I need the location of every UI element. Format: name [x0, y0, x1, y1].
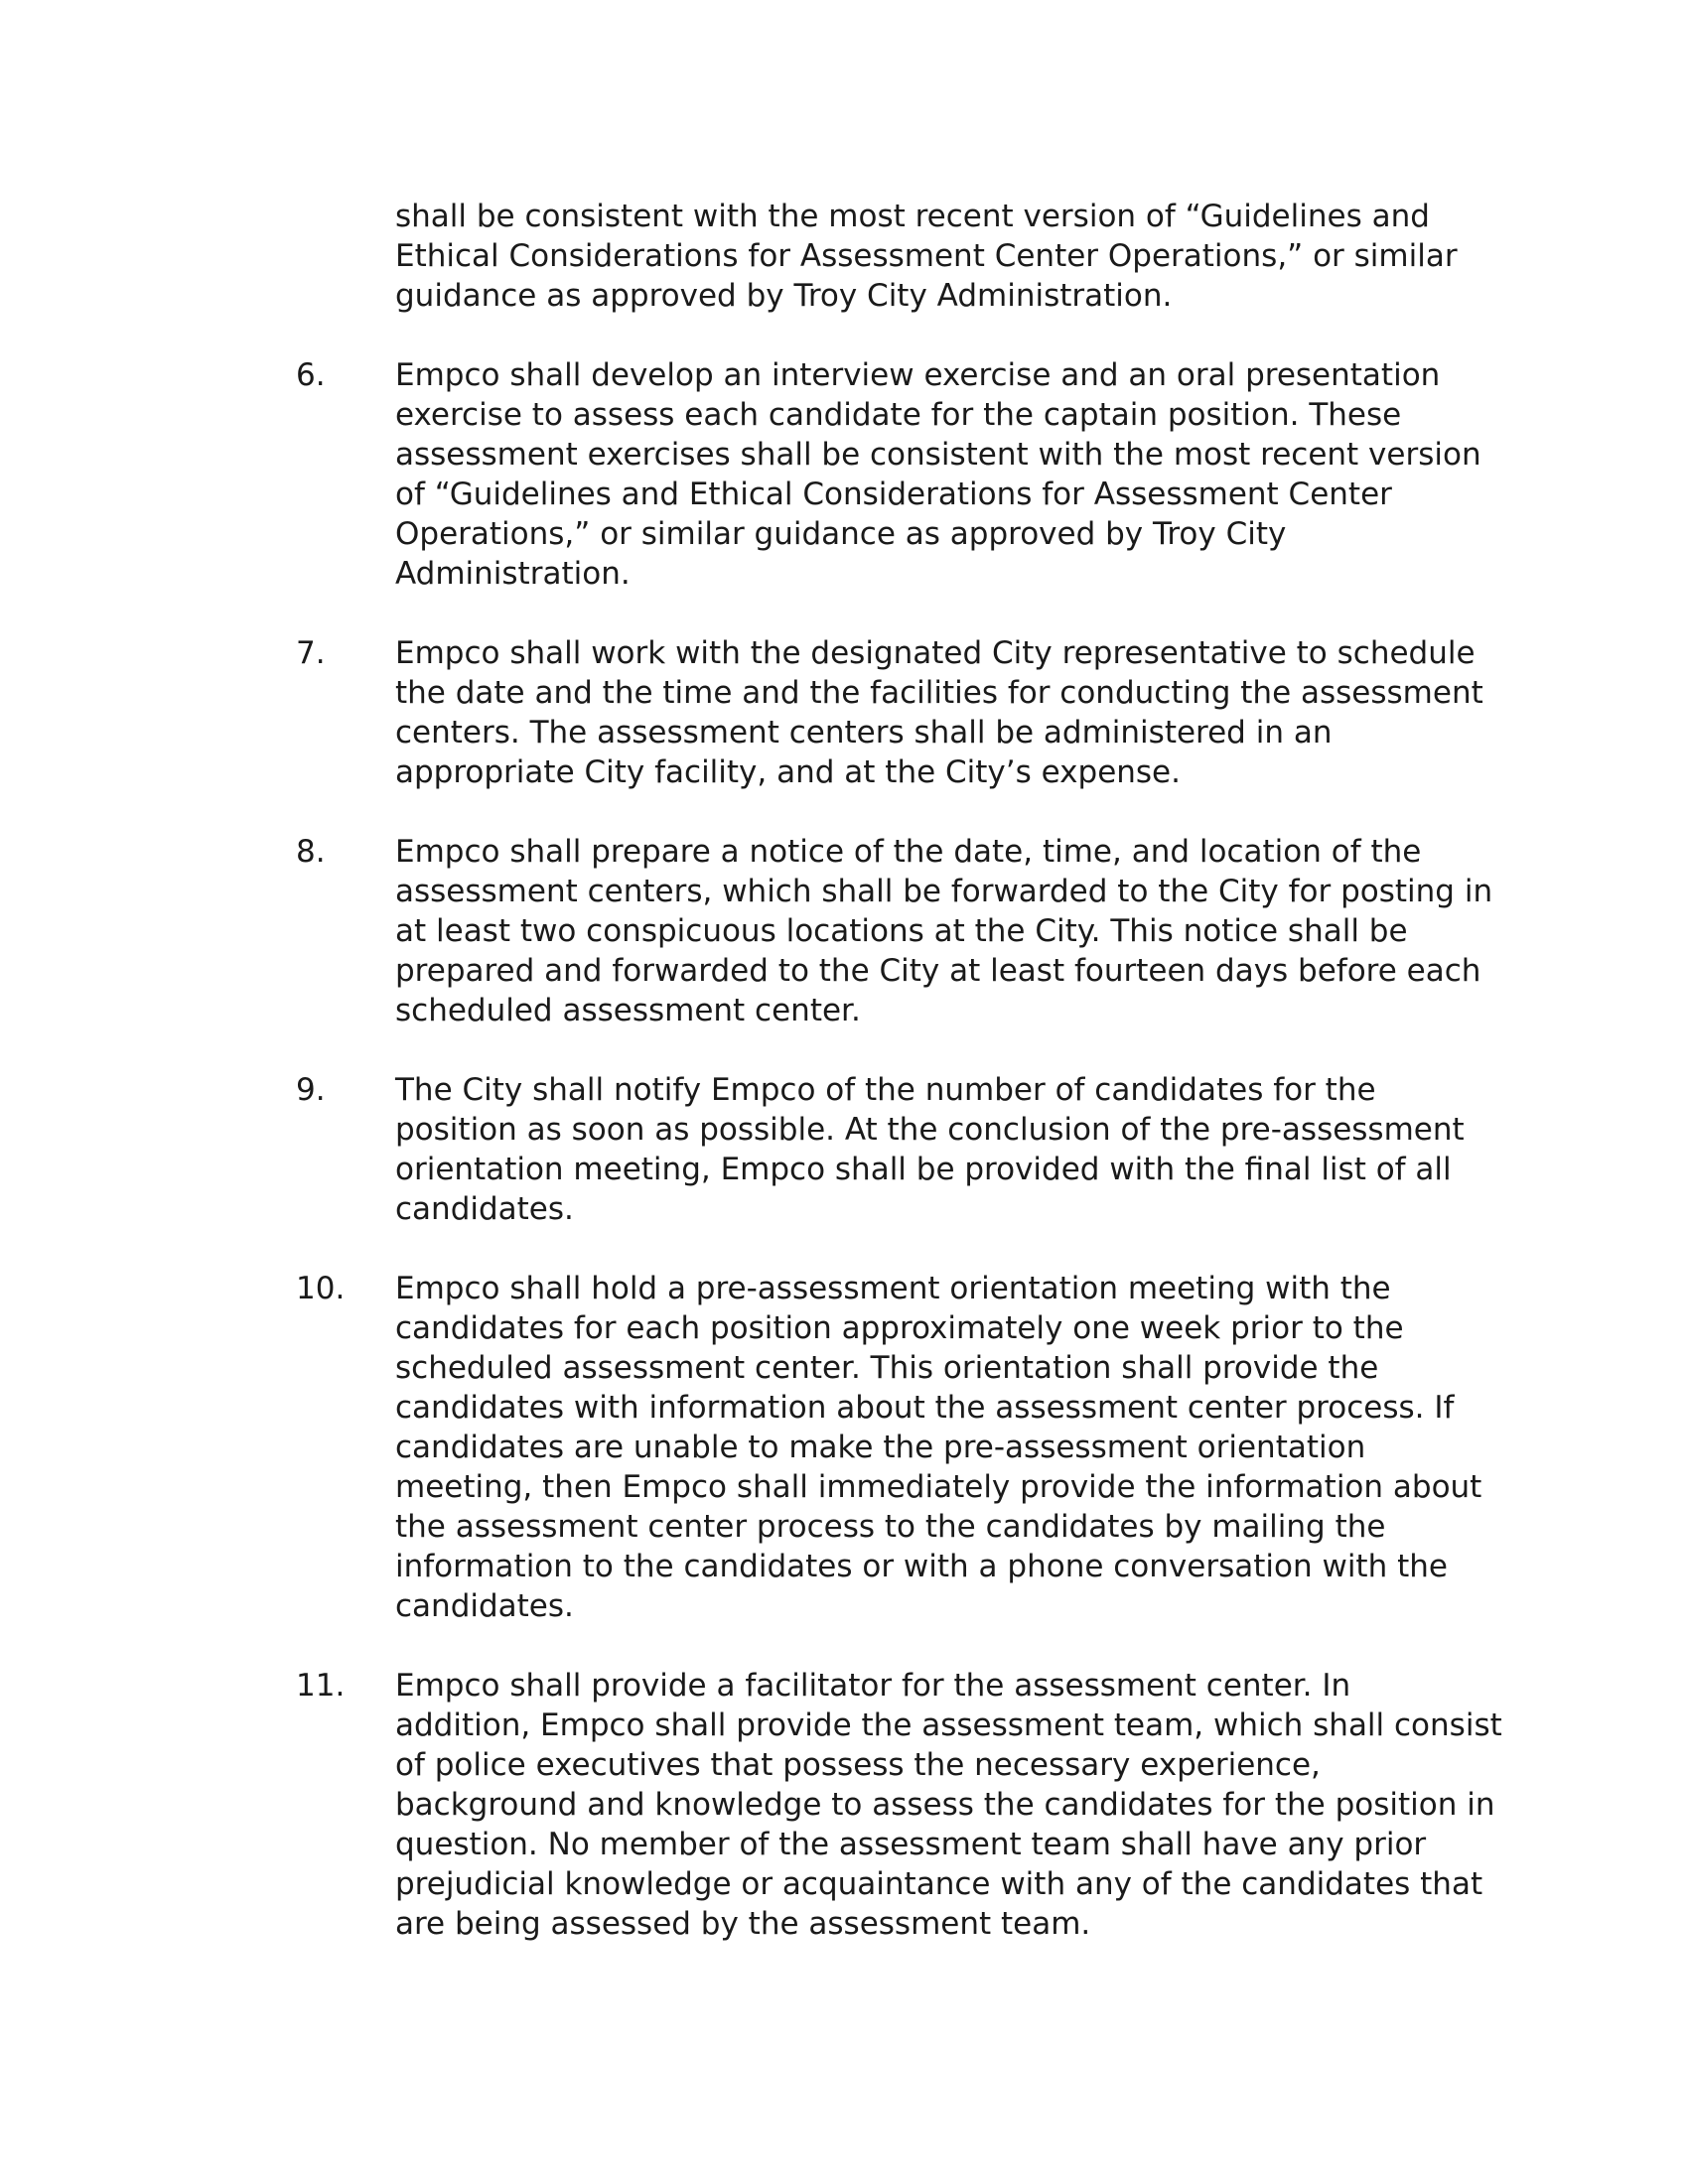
paragraph-line: candidates. [395, 1588, 574, 1624]
clause-text [395, 1269, 1482, 1626]
paragraph-line: appropriate City facility, and at the City’s expense. [395, 754, 1181, 790]
clause-9 [296, 1070, 1465, 1229]
paragraph-line: The City shall notify Empco of the number of candidates for the [395, 1072, 1376, 1108]
paragraph-line: question. No member of the assessment team shall have any prior [395, 1827, 1427, 1862]
paragraph-line: background and knowledge to assess the candidates for the position in [395, 1787, 1495, 1823]
paragraph-line: candidates for each position approximately one week prior to the [395, 1310, 1404, 1346]
paragraph-line: the assessment center process to the candidates by mailing the [395, 1509, 1386, 1545]
paragraph-line: of police executives that possess the necessary experience, [395, 1747, 1321, 1783]
paragraph-line: Ethical Considerations for Assessment Center Operations,” or similar [395, 238, 1458, 274]
clause-number: 6. [296, 357, 326, 393]
paragraph-line: centers. The assessment centers shall be administered in an [395, 715, 1333, 751]
paragraph-line: at least two conspicuous locations at the City. This notice shall be [395, 913, 1408, 949]
paragraph-line: assessment exercises shall be consistent with the most recent version [395, 437, 1481, 473]
paragraph-line: assessment centers, which shall be forwarded to the City for posting in [395, 874, 1493, 909]
clause-number: 10. [296, 1271, 346, 1306]
paragraph-line: Administration. [395, 556, 631, 592]
paragraph-line: guidance as approved by Troy City Administration. [395, 278, 1173, 314]
clause-text [395, 355, 1481, 594]
paragraph-line: prejudicial knowledge or acquaintance with any of the candidates that [395, 1866, 1483, 1902]
clause-8 [296, 832, 1493, 1030]
clause-number: 11. [296, 1668, 346, 1704]
paragraph-line: position as soon as possible. At the conclusion of the pre-assessment [395, 1112, 1465, 1148]
paragraph-line: of “Guidelines and Ethical Considerations for Assessment Center [395, 477, 1392, 512]
clause-number: 9. [296, 1072, 326, 1108]
paragraph-line: meeting, then Empco shall immediately provide the information about [395, 1469, 1482, 1505]
paragraph-line: shall be consistent with the most recent version of “Guidelines and [395, 199, 1430, 234]
paragraph-line: Empco shall hold a pre-assessment orientation meeting with the [395, 1271, 1391, 1306]
paragraph-line: candidates with information about the assessment center process. If [395, 1390, 1455, 1426]
paragraph-line: Empco shall work with the designated City representative to schedule [395, 635, 1476, 671]
paragraph-line: candidates are unable to make the pre-assessment orientation [395, 1430, 1366, 1465]
paragraph-line: exercise to assess each candidate for the captain position. These [395, 397, 1402, 433]
clause-text [395, 1070, 1465, 1229]
paragraph-line: are being assessed by the assessment team. [395, 1906, 1091, 1942]
paragraph-line: scheduled assessment center. [395, 993, 861, 1028]
clause-number: 7. [296, 635, 326, 671]
paragraph-line: Empco shall develop an interview exercise and an oral presentation [395, 357, 1441, 393]
continuation-paragraph [395, 197, 1458, 316]
paragraph-line: Empco shall prepare a notice of the date, time, and location of the [395, 834, 1422, 870]
clause-11 [296, 1666, 1502, 1944]
paragraph-line: orientation meeting, Empco shall be provided with the final list of all [395, 1152, 1452, 1187]
clause-text [395, 633, 1483, 792]
clause-6 [296, 355, 1481, 594]
paragraph-line: Operations,” or similar guidance as approved by Troy City [395, 516, 1287, 552]
paragraph-line: scheduled assessment center. This orientation shall provide the [395, 1350, 1379, 1386]
paragraph-line: prepared and forwarded to the City at least fourteen days before each [395, 953, 1481, 989]
clause-text [395, 832, 1493, 1030]
paragraph-line: information to the candidates or with a phone conversation with the [395, 1549, 1448, 1584]
clause-10 [296, 1269, 1482, 1626]
clause-text [395, 1666, 1502, 1944]
paragraph-line: Empco shall provide a facilitator for the assessment center. In [395, 1668, 1351, 1704]
paragraph-line: addition, Empco shall provide the assessment team, which shall consist [395, 1707, 1502, 1743]
paragraph-line: candidates. [395, 1191, 574, 1227]
paragraph-line: the date and the time and the facilities for conducting the assessment [395, 675, 1483, 711]
clause-number: 8. [296, 834, 326, 870]
clause-7 [296, 633, 1483, 792]
